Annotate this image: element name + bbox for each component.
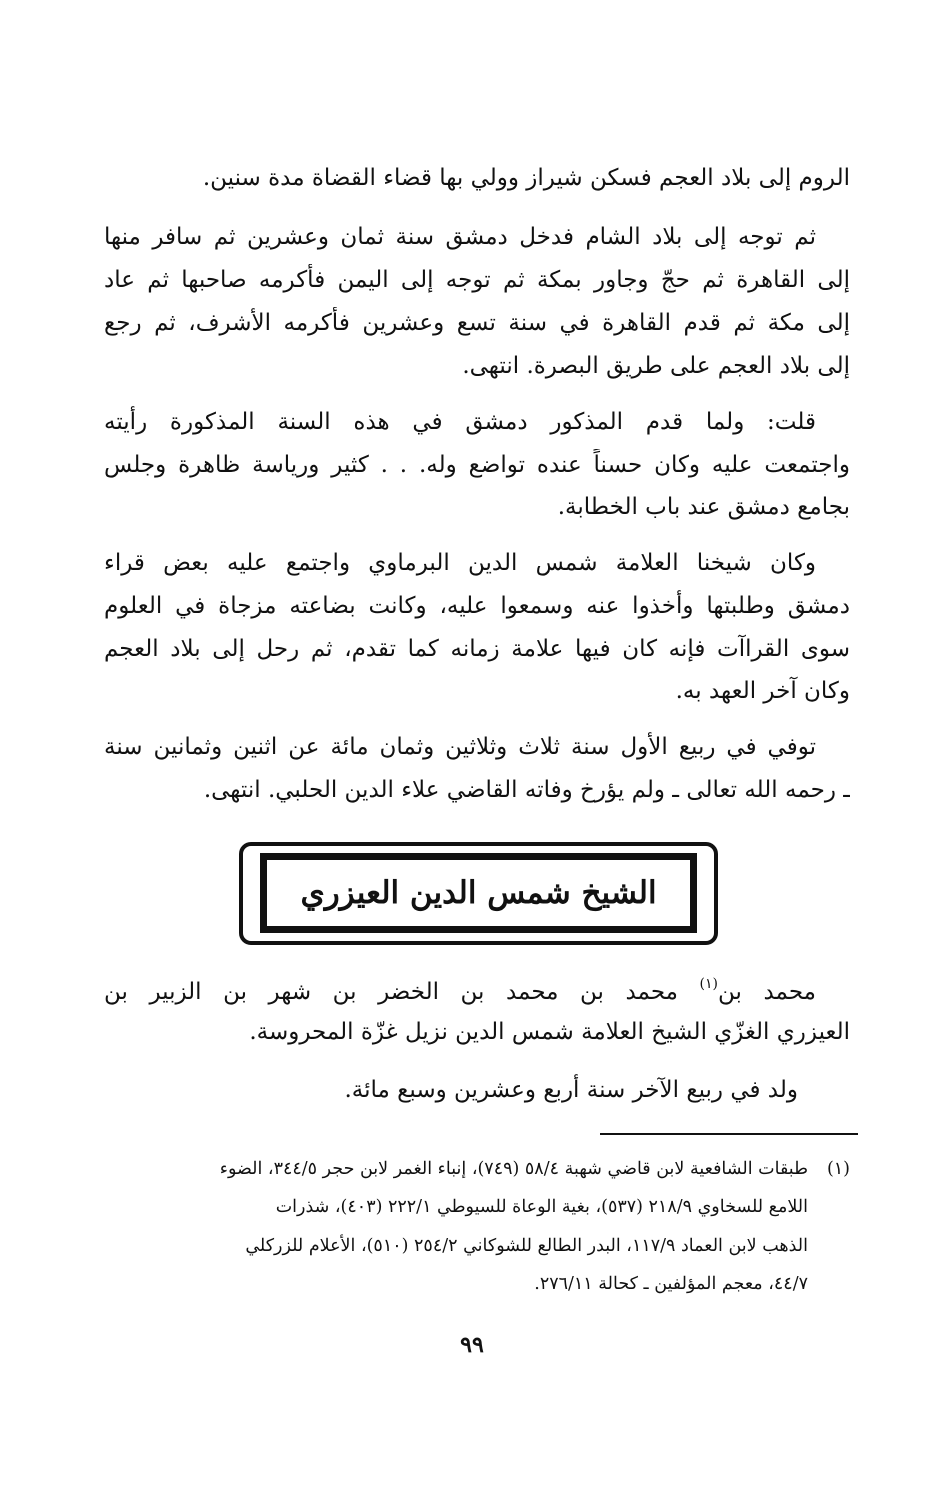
paragraph-4-line-3: سوى القراآت فإنه كان فيها علامة زمانه كما تقدم، ثم رحل إلى بلاد العجم	[104, 636, 850, 662]
bio-name-start: محمد بن	[718, 979, 816, 1005]
footnote-line-2: اللامع للسخاوي ٢١٨/٩ (٥٣٧)، بغية الوعاة للسيوطي ٢٢٢/١ (٤٠٣)، شذرات	[275, 1197, 808, 1217]
paragraph-3-line-1: قلت: ولما قدم المذكور دمشق في هذه السنة المذكورة رأيته	[104, 409, 816, 435]
bio-line-2: العيزري الغزّي الشيخ العلامة شمس الدين نزيل غزّة المحروسة.	[249, 1019, 850, 1045]
paragraph-3-line-3: بجامع دمشق عند باب الخطابة.	[557, 494, 850, 520]
paragraph-3-line-2: واجتمعت عليه وكان حسناً عنده تواضع وله. . . كثير ورياسة ظاهرة وجلس	[104, 452, 850, 478]
paragraph-4-line-1: وكان شيخنا العلامة شمس الدين البرماوي واجتمع عليه بعض قراء	[104, 550, 816, 576]
bio-line-1	[104, 976, 850, 1010]
birth-line: ولد في ربيع الآخر سنة أربع وعشرين وسبع مائة.	[344, 1077, 798, 1103]
footnote-label: (١)	[826, 1159, 850, 1179]
footnote-text-1: طبقات الشافعية لابن قاضي شهبة ٥٨/٤ (٧٤٩)، إنباء الغمر لابن حجر ٣٤٤/٥، الضوء	[219, 1159, 808, 1179]
paragraph-4-line-4: وكان آخر العهد به.	[675, 678, 850, 704]
section-title: الشيخ شمس الدين العيزري	[300, 875, 657, 911]
page-number: ٩٩	[460, 1332, 484, 1358]
footnote-line-3: الذهب لابن العماد ١١٧/٩، البدر الطالع للشوكاني ٢٥٤/٢ (٥١٠)، الأعلام للزركلي	[245, 1236, 808, 1256]
paragraph-1-line-1: الروم إلى بلاد العجم فسكن شيراز وولي بها قضاء القضاة مدة سنين.	[202, 165, 850, 191]
paragraph-2-line-2: إلى القاهرة ثم حجّ وجاور بمكة ثم توجه إلى اليمن فأكرمه صاحبها ثم عاد	[104, 267, 850, 293]
footnote-line-4: ٤٤/٧، معجم المؤلفين ـ كحالة ٢٧٦/١١.	[534, 1274, 808, 1294]
paragraph-2-line-3: إلى مكة ثم قدم القاهرة في سنة تسع وعشرين فأكرمه الأشرف، ثم رجع	[104, 310, 850, 336]
paragraph-5-line-1: توفي في ربيع الأول سنة ثلاث وثلاثين وثمان مائة عن اثنين وثمانين سنة	[104, 734, 816, 760]
paragraph-4-line-2: دمشق وطلبتها وأخذوا عنه وسمعوا عليه، وكانت بضاعته مزجاة في العلوم	[104, 593, 850, 619]
paragraph-2-line-4: إلى بلاد العجم على طريق البصرة. انتهى.	[462, 353, 850, 379]
paragraph-5-line-2: ـ رحمه الله تعالى ـ ولم يؤرخ وفاته القاضي علاء الدين الحلبي. انتهى.	[203, 777, 850, 803]
bio-name-rest: محمد بن محمد بن الخضر بن شهر بن الزبير بن	[104, 979, 700, 1005]
footnote-separator	[600, 1133, 858, 1135]
footnote-line-1	[116, 1156, 850, 1184]
paragraph-2-line-1: ثم توجه إلى بلاد الشام فدخل دمشق سنة ثمان وعشرين ثم سافر منها	[104, 224, 816, 250]
footnote-reference: (١)	[699, 976, 719, 992]
